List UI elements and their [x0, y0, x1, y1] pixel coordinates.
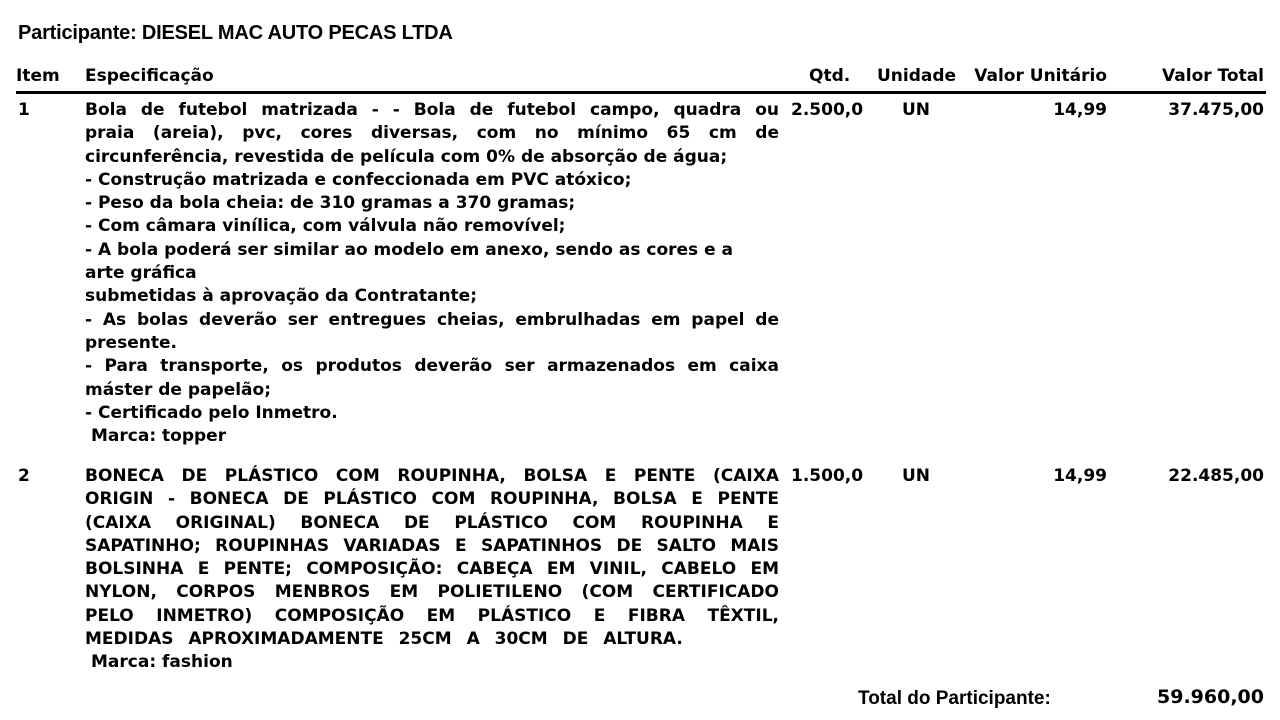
spec-line: submetidas à aprovação da Contratante; — [85, 286, 478, 307]
header-unit: Unidade — [877, 66, 957, 86]
row-specification — [85, 99, 779, 448]
participant-total-value: 59.960,00 — [1157, 686, 1264, 708]
spec-line: - Peso da bola cheia: de 310 gramas a 370 gramas; — [85, 193, 576, 214]
header-specification: Especificação — [85, 66, 214, 86]
spec-line: ORIGIN - BONECA DE PLÁSTICO COM ROUPINHA, BOLSA E PENTE — [85, 489, 779, 510]
spec-line: praia (areia), pvc, cores diversas, com no mínimo 65 cm de — [85, 123, 779, 144]
spec-line: BONECA DE PLÁSTICO COM ROUPINHA, BOLSA E PENTE (CAIXA — [85, 466, 779, 486]
header-quantity: Qtd. — [809, 66, 851, 86]
participant-title: Participante: DIESEL MAC AUTO PECAS LTDA — [18, 22, 453, 44]
row-item-number: 1 — [18, 100, 30, 120]
row-unit: UN — [902, 466, 931, 486]
spec-line: - Certificado pelo Inmetro. — [85, 402, 338, 423]
spec-line: BOLSINHA E PENTE; COMPOSIÇÃO: CABEÇA EM VINIL, CABELO EM — [85, 559, 779, 580]
row-specification — [85, 465, 779, 675]
row-brand: Marca: topper — [91, 426, 227, 447]
row-quantity: 2.500,0 — [791, 100, 864, 120]
spec-line: - Com câmara vinílica, com válvula não removível; — [85, 216, 566, 237]
row-total-value: 37.475,00 — [1168, 100, 1264, 120]
spec-line: presente. — [85, 332, 177, 353]
row-quantity: 1.500,0 — [791, 466, 864, 486]
header-divider — [16, 91, 1266, 94]
header-total-value: Valor Total — [1162, 66, 1264, 86]
header-item: Item — [16, 66, 60, 86]
row-unit-value: 14,99 — [1053, 100, 1107, 120]
spec-line: Bola de futebol matrizada - - Bola de futebol campo, quadra ou — [85, 100, 779, 120]
row-brand: Marca: fashion — [91, 652, 233, 673]
row-total-value: 22.485,00 — [1168, 466, 1264, 486]
spec-line: SAPATINHO; ROUPINHAS VARIADAS E SAPATINHOS DE SALTO MAIS — [85, 535, 779, 556]
spec-line: máster de papelão; — [85, 379, 271, 400]
spec-line: arte gráfica — [85, 263, 197, 284]
spec-line: - As bolas deverão ser entregues cheias, embrulhadas em papel de — [85, 309, 779, 330]
spec-line: - Para transporte, os produtos deverão ser armazenados em caixa — [85, 356, 779, 377]
row-unit: UN — [902, 100, 931, 120]
spec-line: PELO INMETRO) COMPOSIÇÃO EM PLÁSTICO E FIBRA TÊXTIL, — [85, 605, 779, 626]
row-unit-value: 14,99 — [1053, 466, 1107, 486]
spec-line: - Construção matrizada e confeccionada em PVC atóxico; — [85, 169, 632, 190]
spec-line: (CAIXA ORIGINAL) BONECA DE PLÁSTICO COM ROUPINHA E — [85, 512, 779, 533]
spec-line: MEDIDAS APROXIMADAMENTE 25CM A 30CM DE ALTURA. — [85, 629, 683, 650]
participant-total-label: Total do Participante: — [858, 688, 1051, 709]
spec-line: - A bola poderá ser similar ao modelo em anexo, sendo as cores e a — [85, 239, 734, 260]
spec-line: NYLON, CORPOS MENBROS EM POLIETILENO (COM CERTIFICADO — [85, 582, 779, 603]
row-item-number: 2 — [18, 466, 30, 486]
header-unit-value: Valor Unitário — [974, 66, 1107, 86]
spec-line: circunferência, revestida de película com 0% de absorção de água; — [85, 146, 728, 167]
